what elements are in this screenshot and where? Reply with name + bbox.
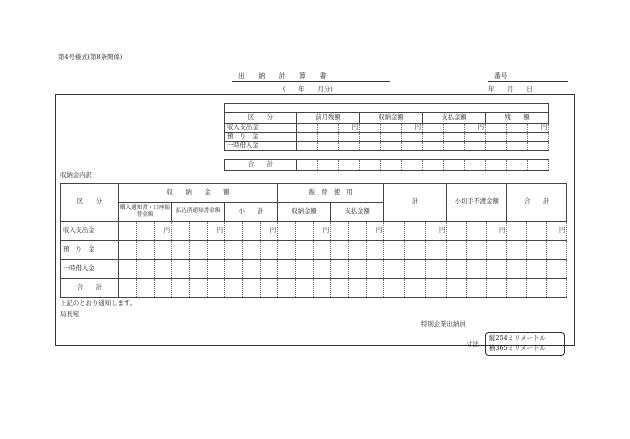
upper-header-prev: 前月残額 (297, 113, 360, 124)
upper-header-received: 収納金額 (360, 113, 423, 124)
number-underline (488, 81, 568, 82)
title-underline (232, 81, 390, 82)
upper-header-paid: 支払金額 (423, 113, 486, 124)
upper-header-kubun: 区 分 (225, 113, 297, 124)
yen-mark: 円 (465, 124, 486, 133)
yen-mark: 円 (261, 222, 278, 241)
upper-header-balance: 残 額 (486, 113, 549, 124)
sender-text: 特別企業出納員 (421, 320, 466, 328)
number-label: 番号 (494, 72, 508, 80)
lower-sub-subtotal: 小 計 (225, 203, 278, 222)
lower-header-total: 計 (384, 184, 447, 222)
upper-row-label: 合 計 (225, 160, 297, 171)
yen-mark: 円 (155, 222, 172, 241)
yen-mark: 円 (339, 124, 360, 133)
date-label: 年 月 日 (488, 85, 533, 93)
upper-row-label: 収入支出金 (225, 124, 297, 133)
upper-table (224, 103, 549, 171)
period-label: ( 年 月分) (283, 85, 333, 93)
lower-header-sum: 合 計 (507, 184, 567, 222)
lower-row-label: 預 り 金 (61, 241, 119, 260)
lower-header-kubun: 区 分 (61, 184, 119, 222)
yen-mark: 円 (402, 124, 423, 133)
upper-row-label: 一時借入金 (225, 142, 297, 151)
size-width: 横365ミリメートル (489, 344, 546, 352)
lower-sub-recv: 収納金額 (278, 203, 331, 222)
size-label: 寸法 (466, 340, 479, 348)
lower-header-transfer: 振 替 使 用 (278, 184, 384, 203)
lower-sub-purchase: 購入通知書・口座振替金額 (119, 203, 172, 222)
yen-mark: 円 (314, 222, 331, 241)
notice-text: 上記のとおり通知します。 (60, 299, 137, 307)
lower-header-check: 小切手不渡金額 (447, 184, 507, 222)
lower-header-receipts: 収 納 金 額 (119, 184, 278, 203)
lower-sub-pay: 支払金額 (331, 203, 384, 222)
lower-row-label: 一時借入金 (61, 260, 119, 279)
yen-mark: 円 (547, 222, 567, 241)
yen-mark: 円 (208, 222, 225, 241)
lower-table (60, 183, 567, 298)
form-number: 第4号様式(第8条関係) (58, 53, 123, 61)
yen-mark: 円 (487, 222, 507, 241)
addressee-text: 局長宛 (60, 310, 80, 318)
form-title: 出 納 計 算 書 (238, 72, 327, 80)
lower-row-label: 合 計 (61, 279, 119, 298)
yen-mark: 円 (367, 222, 384, 241)
size-height: 縦254ミリメートル (489, 334, 546, 342)
upper-row-label: 預 り 金 (225, 133, 297, 142)
lower-row-label: 収入支出金 (61, 222, 119, 241)
yen-mark: 円 (528, 124, 549, 133)
lower-sub-payin: 払込済通知書金額 (172, 203, 225, 222)
section-label: 収納金内訳 (60, 171, 92, 179)
yen-mark: 円 (426, 222, 447, 241)
